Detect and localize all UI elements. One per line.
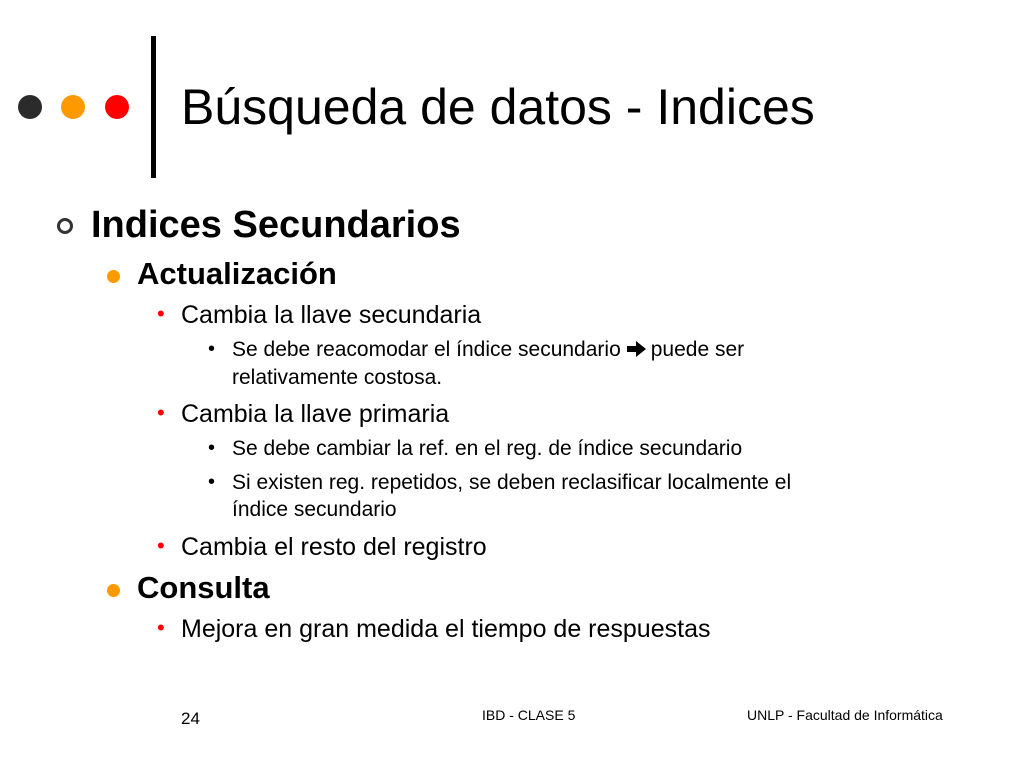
right-arrow-icon: [625, 339, 647, 366]
red-bullet-icon: •: [157, 301, 165, 326]
red-dot-icon: [105, 95, 129, 119]
subitem-reacomodar-text-2: puede ser: [650, 338, 745, 361]
subitem-reacomodar-line2: relativamente costosa.: [232, 366, 443, 389]
subitem-reacomodar: [232, 337, 744, 366]
item-cambia-resto: Cambia el resto del registro: [181, 533, 487, 561]
item-mejora: Mejora en gran medida el tiempo de respuestas: [181, 615, 711, 643]
subheading-actualizacion: Actualización: [137, 256, 337, 291]
black-bullet-icon: •: [208, 471, 216, 493]
orange-dot-bullet-icon: [107, 270, 120, 283]
title-divider: [151, 36, 156, 178]
black-bullet-icon: •: [208, 338, 216, 360]
orange-dot-icon: [61, 95, 85, 119]
subitem-repetidos-line1: Si existen reg. repetidos, se deben reclasificar localmente el: [232, 471, 792, 494]
red-bullet-icon: •: [157, 533, 165, 558]
black-bullet-icon: •: [208, 437, 216, 459]
subheading-consulta: Consulta: [137, 570, 270, 605]
red-bullet-icon: •: [157, 615, 165, 640]
orange-dot-bullet-icon: [107, 584, 120, 597]
red-bullet-icon: •: [157, 400, 165, 425]
item-cambia-llave-secundaria: Cambia la llave secundaria: [181, 301, 482, 329]
subitem-reacomodar-text: Se debe reacomodar el índice secundario: [232, 338, 621, 361]
subitem-repetidos-line2: índice secundario: [232, 498, 397, 521]
subitem-cambiar-ref: Se debe cambiar la ref. en el reg. de índice secundario: [232, 437, 743, 460]
ring-bullet-icon: [57, 218, 73, 234]
footer-institution: UNLP - Facultad de Informática: [747, 707, 943, 723]
slide-title: Búsqueda de datos - Indices: [181, 79, 815, 135]
heading-indices-secundarios: Indices Secundarios: [91, 204, 461, 246]
item-cambia-llave-primaria: Cambia la llave primaria: [181, 400, 450, 428]
dark-dot-icon: [18, 95, 42, 119]
footer-course: IBD - CLASE 5: [482, 707, 576, 723]
page-number: 24: [181, 709, 200, 728]
